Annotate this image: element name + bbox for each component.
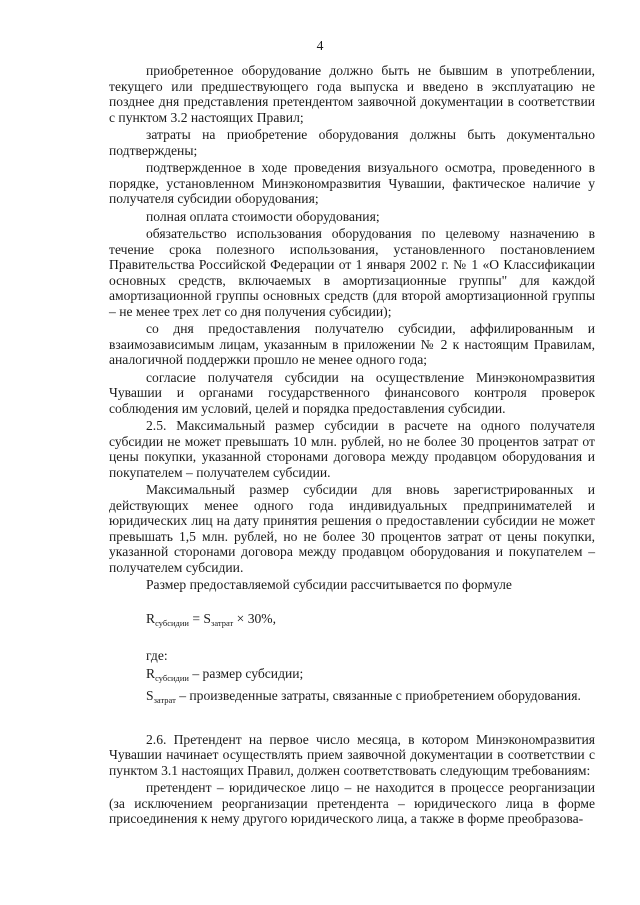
paragraph-2-5: 2.5. Максимальный размер субсидии в расчете на одного получателя субсидии не может превышать 10 млн. рублей, но не более 30 процентов затрат от цены покупки, указанной сторонами договора между продавцом оборудования и покупателем – получателем субсидии. (109, 418, 595, 480)
definition-r-subscript: субсидии (155, 672, 189, 683)
formula-s-subscript: затрат (210, 617, 234, 628)
definition-s-symbol: S (146, 688, 154, 703)
where-label: где: (146, 648, 168, 663)
page-number: 4 (316, 38, 324, 53)
definition-s-text: – произведенные затраты, связанные с приобретением оборудования. (175, 688, 581, 703)
definition-s (109, 688, 595, 709)
subsidy-formula (146, 611, 595, 632)
definition-r-symbol: R (146, 665, 156, 681)
formula-equals: = (188, 610, 204, 626)
paragraph-visual-inspection: подтвержденное в ходе проведения визуального осмотра, проведенного в порядке, установленном Минэкономразвития Чувашии, фактическое наличие у получателя субсидии оборудования; (109, 160, 595, 206)
definition-r (109, 666, 595, 687)
formula-s: S (203, 610, 211, 626)
paragraph-formula-intro: Размер предоставляемой субсидии рассчитывается по формуле (146, 577, 512, 592)
formula-r-subscript: субсидии (155, 617, 189, 628)
paragraph-control-consent: согласие получателя субсидии на осуществление Минэкономразвития Чувашии и органами государственного финансового контроля проверок соблюдения им условий, целей и порядка предоставления субсидии. (109, 369, 595, 416)
definition-r-text: – размер субсидии; (188, 665, 304, 681)
paragraph-2-6: 2.6. Претендент на первое число месяца, в котором Минэкономразвития Чувашии начинает осуществлять прием заявочной документации в соответствии с пунктом 3.1 настоящих Правил, должен соответствовать следующим требованиям: (109, 731, 595, 778)
paragraph-equipment-new: приобретенное оборудование должно быть не бывшим в употреблении, текущего или предшествующего года выпуска и введено в эксплуатацию не позднее дня представления претендентом заявочной документации в соответствии с пунктом 3.2 настоящих Правил; (109, 63, 595, 125)
definition-s-subscript: затрат (153, 695, 176, 705)
formula-multiplier: × 30%, (233, 610, 277, 626)
spacer (109, 711, 595, 732)
paragraph-new-entities-limit: Максимальный размер субсидии для вновь зарегистрированных и действующих менее одного года индивидуальных предпринимателей и юридических лиц на дату принятия решения о предоставлении субсидии не может превышать 1,5 млн. рублей, но не более 30 процентов затрат от цены покупки, указанной сторонами договора между продавцом оборудования и покупателем – получателем субсидии. (109, 482, 595, 575)
paragraph-usage-obligation: обязательство использования оборудования по целевому назначению в течение срока полезного использования, установленного постановлением Правительства Российской Федерации от 1 января 2002 г. № 1 «О Классификации основных средств, включаемых в амортизационные группы" для каждой амортизационной группы основных средств (для второй амортизационной группы – не менее трех лет со дня получения субсидии); (109, 226, 595, 319)
paragraph-costs-confirmed: затраты на приобретение оборудования должны быть документально подтверждены; (109, 127, 595, 158)
paragraph-affiliated-support: со дня предоставления получателю субсидии, аффилированным и взаимозависимым лицам, указанным в приложении № 2 к настоящим Правилам, аналогичной поддержки прошло не менее одного года; (109, 321, 595, 367)
formula-r: R (146, 610, 156, 626)
paragraph-reorganization: претендент – юридическое лицо – не находится в процессе реорганизации (за исключением реорганизации претендента – юридического лица в форме присоединения к нему другого юридического лица, а также в форме преобразова- (109, 780, 595, 826)
document-body (109, 63, 595, 829)
paragraph-full-payment: полная оплата стоимости оборудования; (146, 208, 380, 224)
